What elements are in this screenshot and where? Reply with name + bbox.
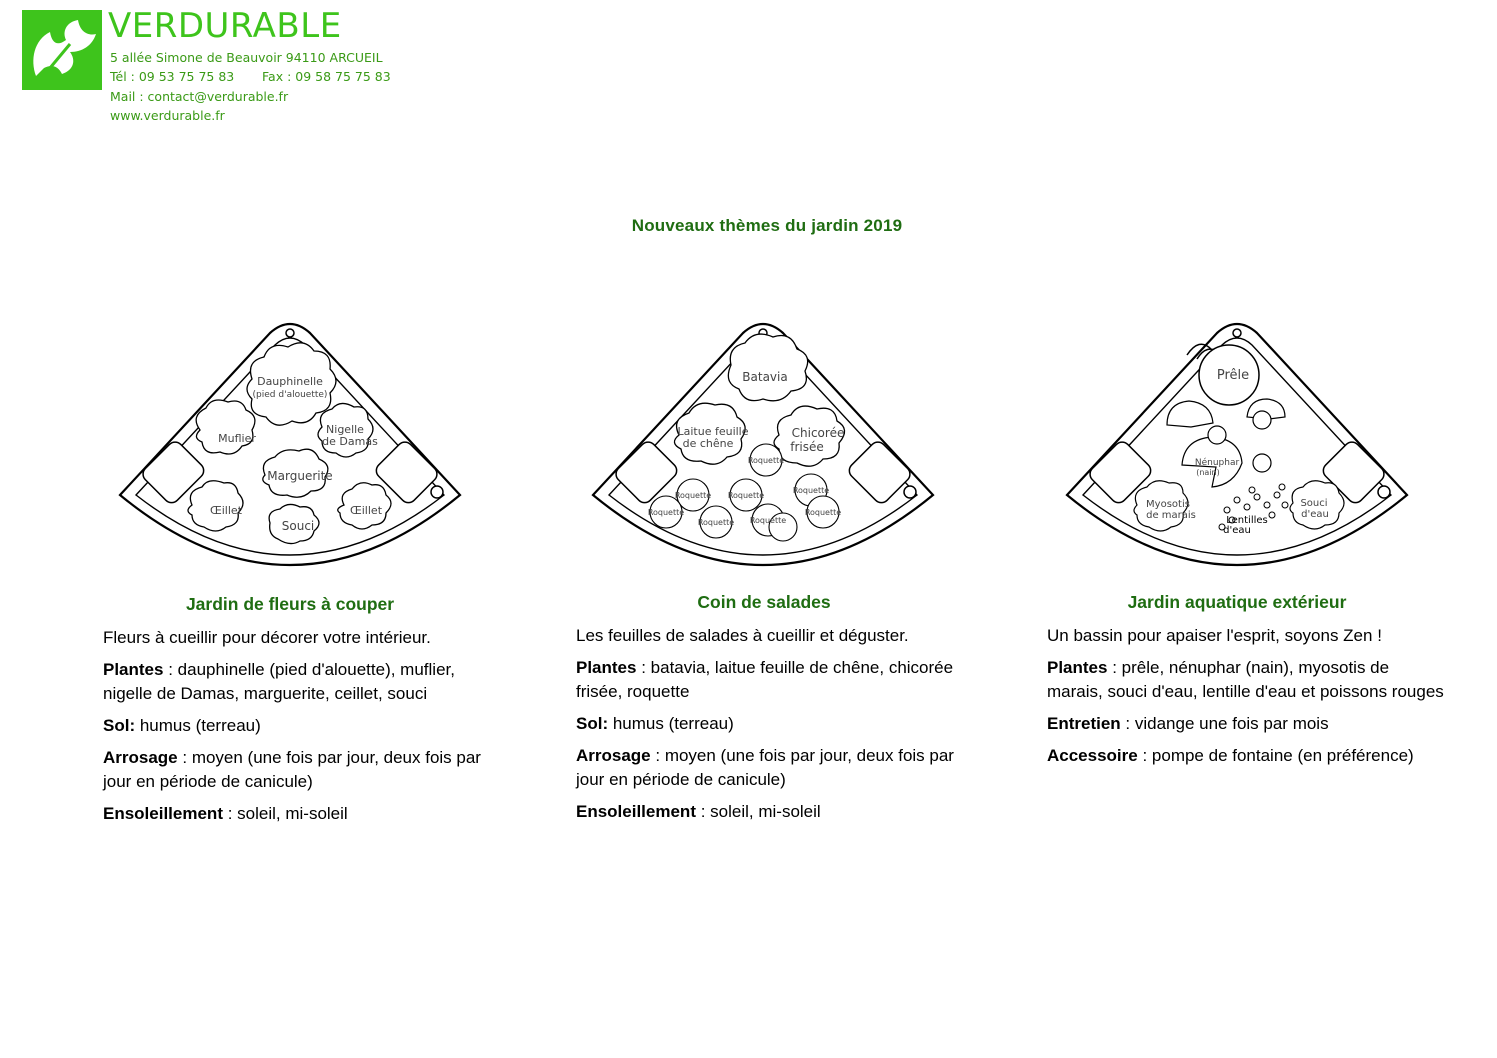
detail-value: humus (terreau) bbox=[612, 714, 734, 733]
verdurable-logo-icon bbox=[22, 10, 102, 90]
plan-label: (nain) bbox=[1196, 468, 1220, 477]
plan-label: d'eau bbox=[1301, 509, 1329, 520]
garden-intro: Un bassin pour apaiser l'esprit, soyons Zen ! bbox=[1047, 626, 1382, 645]
plan-label: Prêle bbox=[1216, 368, 1250, 383]
plan-label: Roquette bbox=[727, 491, 765, 500]
plan-label: d'eau bbox=[1223, 525, 1251, 536]
fax: Fax : 09 58 75 75 83 bbox=[262, 69, 391, 84]
plan-label: Roquette bbox=[804, 508, 842, 517]
plan-label: Roquette bbox=[647, 508, 685, 517]
detail-line bbox=[576, 712, 976, 736]
plan-label: Œillet bbox=[209, 504, 243, 517]
plan-label: Roquette bbox=[747, 456, 785, 465]
plan-label: Chicorée bbox=[791, 426, 845, 440]
detail-line: Ensoleillement : soleil, mi-soleil bbox=[103, 804, 348, 823]
detail-key: Entretien bbox=[1047, 714, 1121, 733]
plan-label: Lentilles bbox=[1226, 515, 1268, 526]
detail-line: Entretien : vidange une fois par mois bbox=[1047, 714, 1329, 733]
detail-line bbox=[103, 714, 503, 738]
detail-key: Sol: bbox=[576, 714, 609, 733]
detail-key: Plantes bbox=[576, 658, 637, 677]
address: 5 allée Simone de Beauvoir 94110 ARCUEIL bbox=[110, 50, 383, 65]
plan-label: frisée bbox=[790, 440, 824, 454]
detail-line: Ensoleillement : soleil, mi-soleil bbox=[576, 802, 821, 821]
detail-line: Arrosage : moyen (une fois par jour, deux fois par jour en période de canicule) bbox=[103, 748, 481, 791]
detail-value: batavia, laitue feuille de chêne, chicorée frisée, roquette bbox=[576, 658, 954, 701]
garden-title: Coin de salades bbox=[697, 592, 831, 612]
plan-label: (pied d'alouette) bbox=[252, 390, 328, 400]
garden-plan-fleurs bbox=[110, 315, 470, 580]
detail-value: moyen (une fois par jour, deux fois par jour en période de canicule) bbox=[576, 746, 954, 789]
detail-value: soleil, mi-soleil bbox=[237, 804, 348, 823]
detail-key: Sol: bbox=[103, 716, 136, 735]
plan-label: Dauphinelle bbox=[257, 375, 323, 388]
detail-value: pompe de fontaine (en préférence) bbox=[1151, 746, 1414, 765]
garden-title: Jardin de fleurs à couper bbox=[185, 594, 395, 614]
detail-line: Plantes : batavia, laitue feuille de chêne, chicorée frisée, roquette bbox=[576, 658, 954, 701]
plan-label: Roquette bbox=[749, 516, 787, 525]
plan-label: Souci bbox=[1300, 498, 1328, 509]
plan-label: Batavia bbox=[742, 370, 788, 384]
detail-value: soleil, mi-soleil bbox=[710, 802, 821, 821]
detail-line: Accessoire : pompe de fontaine (en préférence) bbox=[1047, 746, 1414, 765]
detail-key: Arrosage bbox=[103, 748, 178, 767]
plan-label: Marguerite bbox=[267, 469, 333, 483]
detail-value: vidange une fois par mois bbox=[1134, 714, 1329, 733]
plan-label: Myosotis bbox=[1146, 499, 1190, 510]
plan-label: Œillet bbox=[349, 504, 383, 517]
plan-label: Souci bbox=[281, 519, 315, 533]
detail-key: Ensoleillement bbox=[103, 804, 223, 823]
detail-key: Plantes bbox=[1047, 658, 1108, 677]
plan-label: Roquette bbox=[697, 518, 735, 527]
garden-description bbox=[576, 624, 976, 832]
garden-description bbox=[103, 626, 503, 834]
email: Mail : contact@verdurable.fr bbox=[110, 89, 289, 104]
plan-label: de marais bbox=[1146, 510, 1196, 521]
plan-label: Roquette bbox=[674, 491, 712, 500]
plan-label: Roquette bbox=[792, 486, 830, 495]
detail-value: prêle, nénuphar (nain), myosotis de marais, souci d'eau, lentille d'eau et poissons rouges bbox=[1047, 658, 1444, 701]
detail-value: moyen (une fois par jour, deux fois par jour en période de canicule) bbox=[103, 748, 481, 791]
detail-line: Arrosage : moyen (une fois par jour, deux fois par jour en période de canicule) bbox=[576, 746, 954, 789]
detail-key: Accessoire bbox=[1047, 746, 1138, 765]
plan-label: Laitue feuille bbox=[677, 425, 749, 438]
detail-line: Plantes : dauphinelle (pied d'alouette), muflier, nigelle de Damas, marguerite, ceillet, souci bbox=[103, 660, 455, 703]
garden-intro: Fleurs à cueillir pour décorer votre intérieur. bbox=[103, 628, 431, 647]
plan-label: de Damas bbox=[322, 435, 378, 448]
detail-line: Plantes : prêle, nénuphar (nain), myosotis de marais, souci d'eau, lentille d'eau et poissons rouges bbox=[1047, 658, 1444, 701]
detail-key: Ensoleillement bbox=[576, 802, 696, 821]
plan-label: Nigelle bbox=[326, 423, 364, 436]
plan-label: Muflier bbox=[218, 432, 256, 445]
detail-key: Plantes bbox=[103, 660, 164, 679]
website: www.verdurable.fr bbox=[110, 108, 225, 123]
brand-name: VERDURABLE bbox=[108, 6, 342, 46]
detail-key: Arrosage bbox=[576, 746, 651, 765]
garden-plan-salades bbox=[583, 315, 943, 580]
garden-description bbox=[1047, 624, 1447, 776]
detail-value: dauphinelle (pied d'alouette), muflier, nigelle de Damas, marguerite, ceillet, souci bbox=[103, 660, 455, 703]
garden-intro: Les feuilles de salades à cueillir et déguster. bbox=[576, 626, 909, 645]
garden-plan-aquatique bbox=[1057, 315, 1417, 580]
phone: Tél : 09 53 75 75 83 bbox=[110, 69, 235, 84]
plan-label: de chêne bbox=[682, 437, 734, 450]
page-title: Nouveaux thèmes du jardin 2019 bbox=[631, 216, 903, 235]
detail-value: humus (terreau) bbox=[139, 716, 261, 735]
plan-label: Nénuphar bbox=[1194, 458, 1240, 468]
garden-title: Jardin aquatique extérieur bbox=[1127, 592, 1347, 612]
